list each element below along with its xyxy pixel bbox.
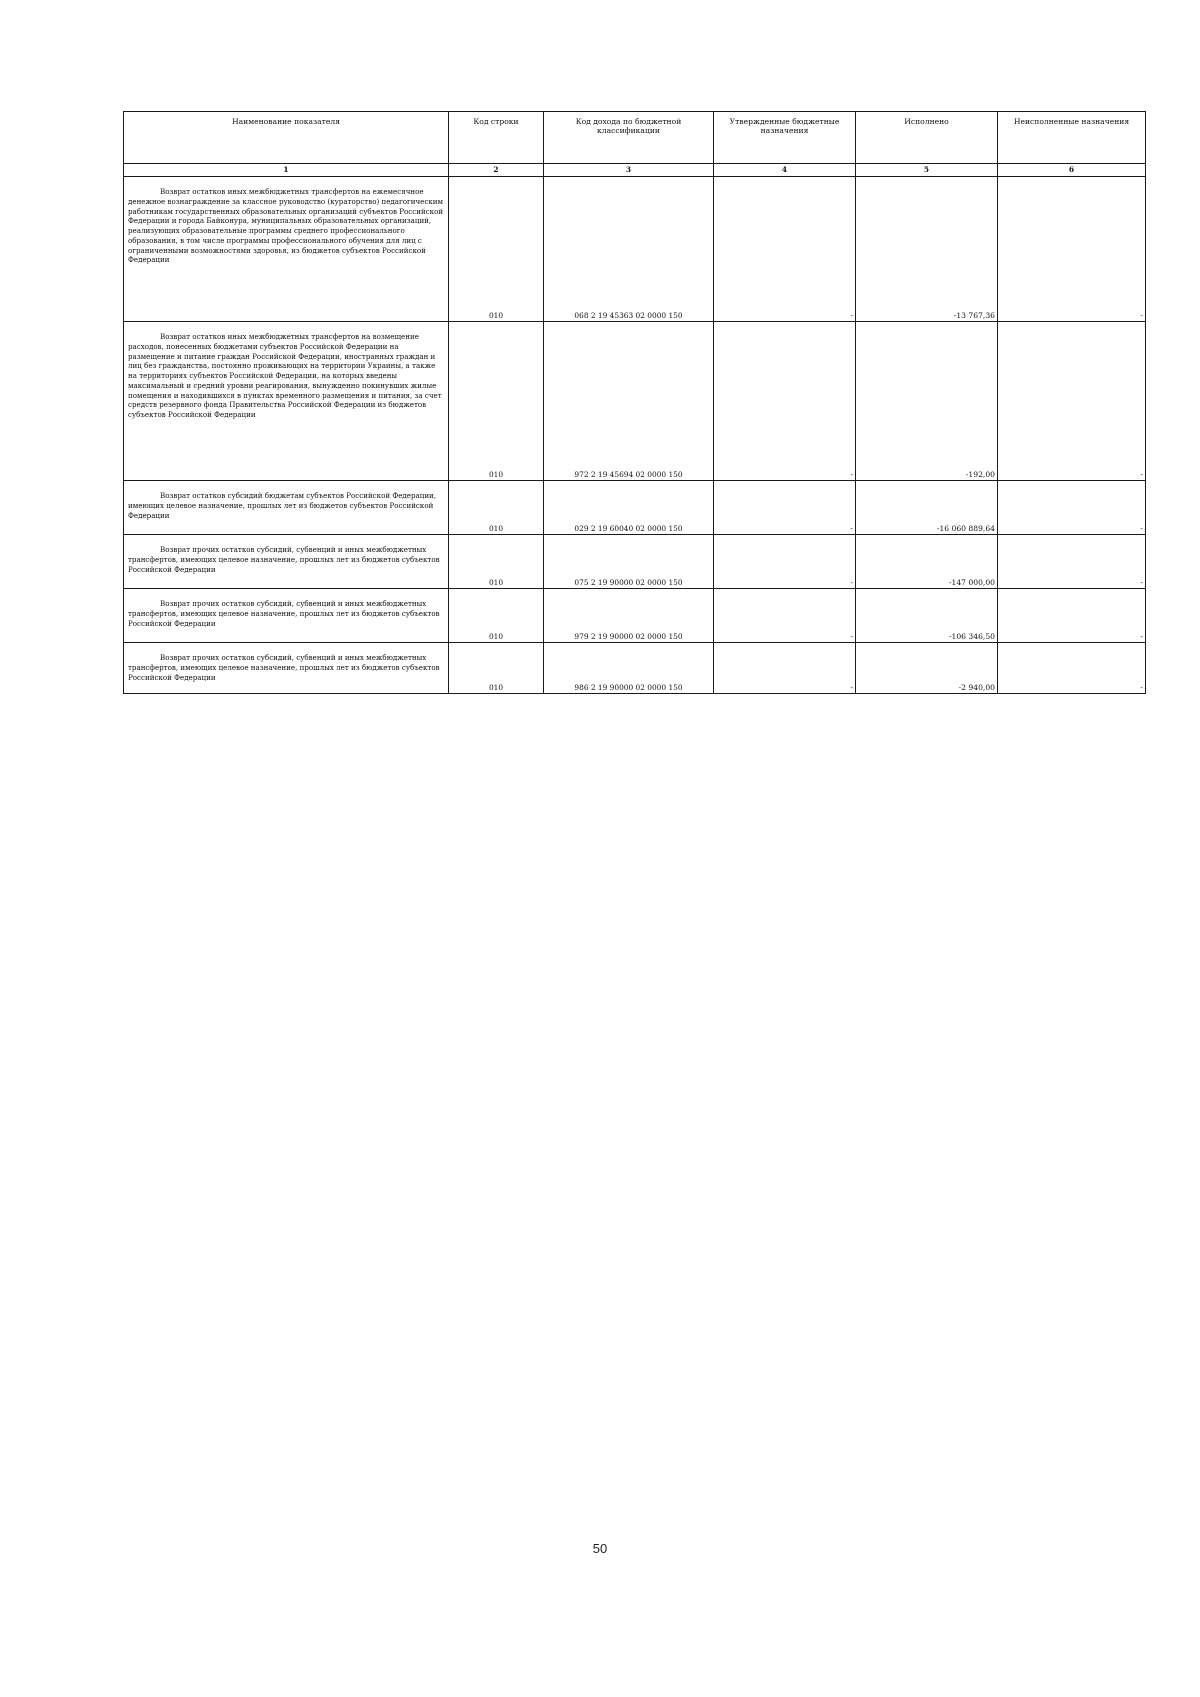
table-row <box>124 177 1146 322</box>
row-executed: -106 346,50 <box>856 589 998 643</box>
table-row <box>124 589 1146 643</box>
row-unspent: - <box>998 177 1146 322</box>
table-header-row <box>124 112 1146 164</box>
row-name-text: Возврат остатков иных межбюджетных трансфертов на ежемесячное денежное вознаграждение за классное руководство (кураторство) педагогическим работникам государственных образовательных организаций субъектов Российской Федерации и города Байконура, муниципальных образовательных организаций, реализующих образовательные программы среднего профессионального образования, в том числе программы профессионального обучения для лиц с ограниченными возможностями здоровья, из бюджетов субъектов Российской Федерации <box>128 187 444 265</box>
row-approved: - <box>714 481 856 535</box>
column-number: 6 <box>998 164 1146 177</box>
header-executed: Исполнено <box>856 112 998 164</box>
row-line-code: 010 <box>449 322 544 481</box>
row-line-code: 010 <box>449 177 544 322</box>
row-name-text: Возврат прочих остатков субсидий, субвенций и иных межбюджетных трансфертов, имеющих целевое назначение, прошлых лет из бюджетов субъектов Российской Федерации <box>128 653 440 682</box>
row-name <box>124 589 449 643</box>
row-unspent: - <box>998 322 1146 481</box>
row-name <box>124 535 449 589</box>
row-line-code: 010 <box>449 481 544 535</box>
row-approved: - <box>714 177 856 322</box>
row-name <box>124 481 449 535</box>
header-approved: Утвержденные бюджетные назначения <box>714 112 856 164</box>
table-row <box>124 322 1146 481</box>
row-approved: - <box>714 643 856 694</box>
header-income-code: Код дохода по бюджетной классификации <box>544 112 714 164</box>
table-row <box>124 643 1146 694</box>
column-number: 2 <box>449 164 544 177</box>
row-income-code: 979 2 19 90000 02 0000 150 <box>544 589 714 643</box>
row-executed: -13 767,36 <box>856 177 998 322</box>
column-number: 1 <box>124 164 449 177</box>
header-unspent: Неисполненные назначения <box>998 112 1146 164</box>
row-income-code: 075 2 19 90000 02 0000 150 <box>544 535 714 589</box>
row-name-text: Возврат прочих остатков субсидий, субвенций и иных межбюджетных трансфертов, имеющих целевое назначение, прошлых лет из бюджетов субъектов Российской Федерации <box>128 599 440 628</box>
table-row <box>124 481 1146 535</box>
column-number: 4 <box>714 164 856 177</box>
row-unspent: - <box>998 643 1146 694</box>
row-line-code: 010 <box>449 589 544 643</box>
row-executed: -147 000,00 <box>856 535 998 589</box>
row-line-code: 010 <box>449 643 544 694</box>
row-name <box>124 177 449 322</box>
row-executed: -16 060 889,64 <box>856 481 998 535</box>
row-executed: -2 940,00 <box>856 643 998 694</box>
page-number: 50 <box>592 1541 608 1556</box>
row-approved: - <box>714 535 856 589</box>
table-row <box>124 535 1146 589</box>
budget-report-table <box>123 111 1146 694</box>
row-income-code: 986 2 19 90000 02 0000 150 <box>544 643 714 694</box>
row-name <box>124 643 449 694</box>
row-approved: - <box>714 589 856 643</box>
column-number-row <box>124 164 1146 177</box>
row-name-text: Возврат остатков иных межбюджетных трансфертов на возмещение расходов, понесенных бюджетами субъектов Российской Федерации на размещение и питание граждан Российской Федерации, иностранных граждан и лиц без гражданства, постоянно проживающих на территории Украины, а также на территориях субъектов Российской Федерации, на которых введены максимальный и средний уровни реагирования, вынужденно покинувших жилые помещения и находившихся в пунктах временного размещения и питания, за счет средств резервного фонда Правительства Российской Федерации из бюджетов субъектов Российской Федерации <box>128 332 442 420</box>
row-executed: -192,00 <box>856 322 998 481</box>
row-income-code: 972 2 19 45694 02 0000 150 <box>544 322 714 481</box>
header-indicator-name: Наименование показателя <box>124 112 449 164</box>
row-name <box>124 322 449 481</box>
column-number: 3 <box>544 164 714 177</box>
row-income-code: 068 2 19 45363 02 0000 150 <box>544 177 714 322</box>
row-line-code: 010 <box>449 535 544 589</box>
column-number: 5 <box>856 164 998 177</box>
row-name-text: Возврат остатков субсидий бюджетам субъектов Российской Федерации, имеющих целевое назначение, прошлых лет из бюджетов субъектов Российской Федерации <box>128 491 437 520</box>
row-unspent: - <box>998 589 1146 643</box>
row-name-text: Возврат прочих остатков субсидий, субвенций и иных межбюджетных трансфертов, имеющих целевое назначение, прошлых лет из бюджетов субъектов Российской Федерации <box>128 545 440 574</box>
row-unspent: - <box>998 535 1146 589</box>
row-income-code: 029 2 19 60040 02 0000 150 <box>544 481 714 535</box>
row-unspent: - <box>998 481 1146 535</box>
row-approved: - <box>714 322 856 481</box>
header-line-code: Код строки <box>449 112 544 164</box>
